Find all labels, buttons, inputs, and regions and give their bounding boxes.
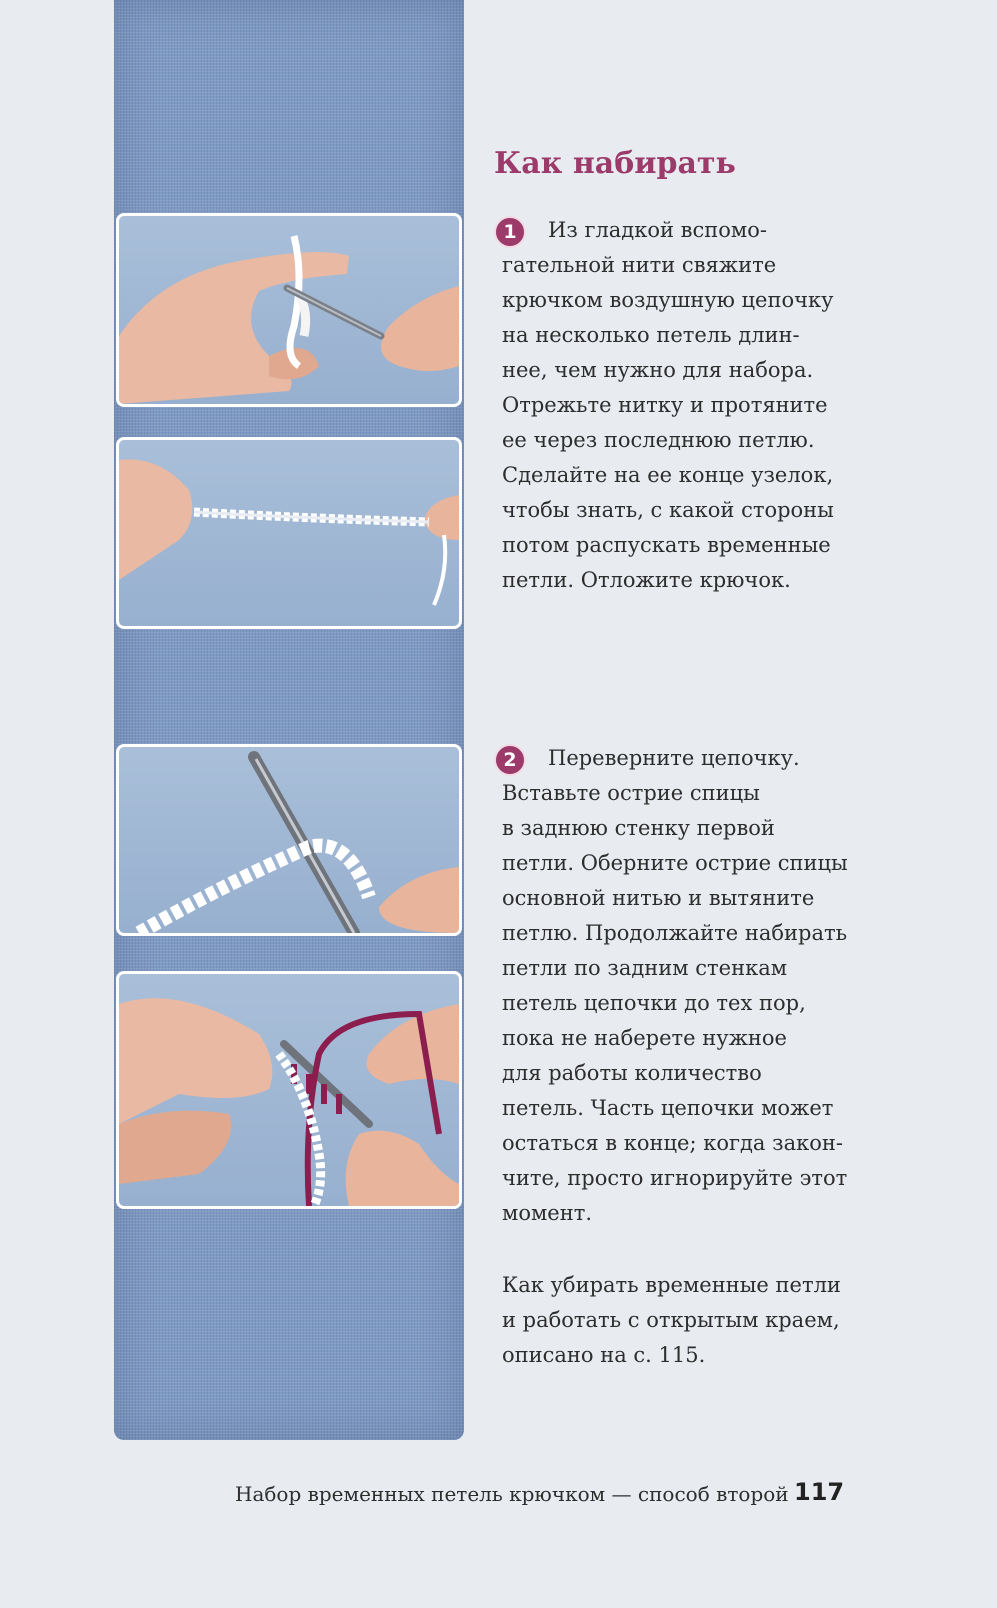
text-line: нее, чем нужно для набора. bbox=[502, 358, 814, 382]
text-line: петель цепочки до тех пор, bbox=[502, 991, 806, 1015]
text-line: петли. Оберните острие спицы bbox=[502, 851, 848, 875]
text-line: петли по задним стенкам bbox=[502, 956, 788, 980]
text-line: Сделайте на ее конце узелок, bbox=[502, 463, 834, 487]
text-line: на несколько петель длин- bbox=[502, 323, 800, 347]
section-title: Как набирать bbox=[494, 146, 736, 181]
photo-casting-on-purple-yarn bbox=[116, 971, 462, 1209]
text-line: Как убирать временные петли bbox=[502, 1273, 841, 1297]
step-2-text bbox=[502, 741, 862, 1231]
text-line: описано на с. 115. bbox=[502, 1343, 706, 1367]
text-line: и работать с открытым краем, bbox=[502, 1308, 840, 1332]
text-line: потом распускать временные bbox=[502, 533, 831, 557]
photo-needle-into-chain bbox=[116, 744, 462, 936]
step-1-number-badge: 1 bbox=[494, 216, 526, 248]
text-line: Переверните цепочку. bbox=[548, 746, 800, 770]
text-line: Вставьте острие спицы bbox=[502, 781, 760, 805]
step-1-text bbox=[502, 213, 862, 598]
text-line: петли. Отложите крючок. bbox=[502, 568, 791, 592]
text-line: гательной нити свяжите bbox=[502, 253, 777, 277]
text-line: Отрежьте нитку и протяните bbox=[502, 393, 828, 417]
step-2-number-badge: 2 bbox=[494, 744, 526, 776]
text-line: остаться в конце; когда закон- bbox=[502, 1131, 843, 1155]
text-line: для работы количество bbox=[502, 1061, 762, 1085]
photo-crochet-chain-start bbox=[116, 213, 462, 407]
text-line: крючком воздушную цепочку bbox=[502, 288, 834, 312]
text-line: основной нитью и вытяните bbox=[502, 886, 815, 910]
text-line: петлю. Продолжайте набирать bbox=[502, 921, 848, 945]
page-number: 117 bbox=[794, 1478, 845, 1506]
text-line: чите, просто игнорируйте этот bbox=[502, 1166, 848, 1190]
running-title: Набор временных петель крючком — способ второй bbox=[235, 1482, 789, 1506]
text-line: Из гладкой вспомо- bbox=[548, 218, 767, 242]
cross-reference-note bbox=[502, 1268, 862, 1373]
text-line: пока не наберете нужное bbox=[502, 1026, 787, 1050]
text-line: чтобы знать, с какой стороны bbox=[502, 498, 834, 522]
text-line: в заднюю стенку первой bbox=[502, 816, 775, 840]
text-line: момент. bbox=[502, 1201, 593, 1225]
text-line: ее через последнюю петлю. bbox=[502, 428, 815, 452]
photo-finished-chain bbox=[116, 437, 462, 629]
text-line: петель. Часть цепочки может bbox=[502, 1096, 834, 1120]
